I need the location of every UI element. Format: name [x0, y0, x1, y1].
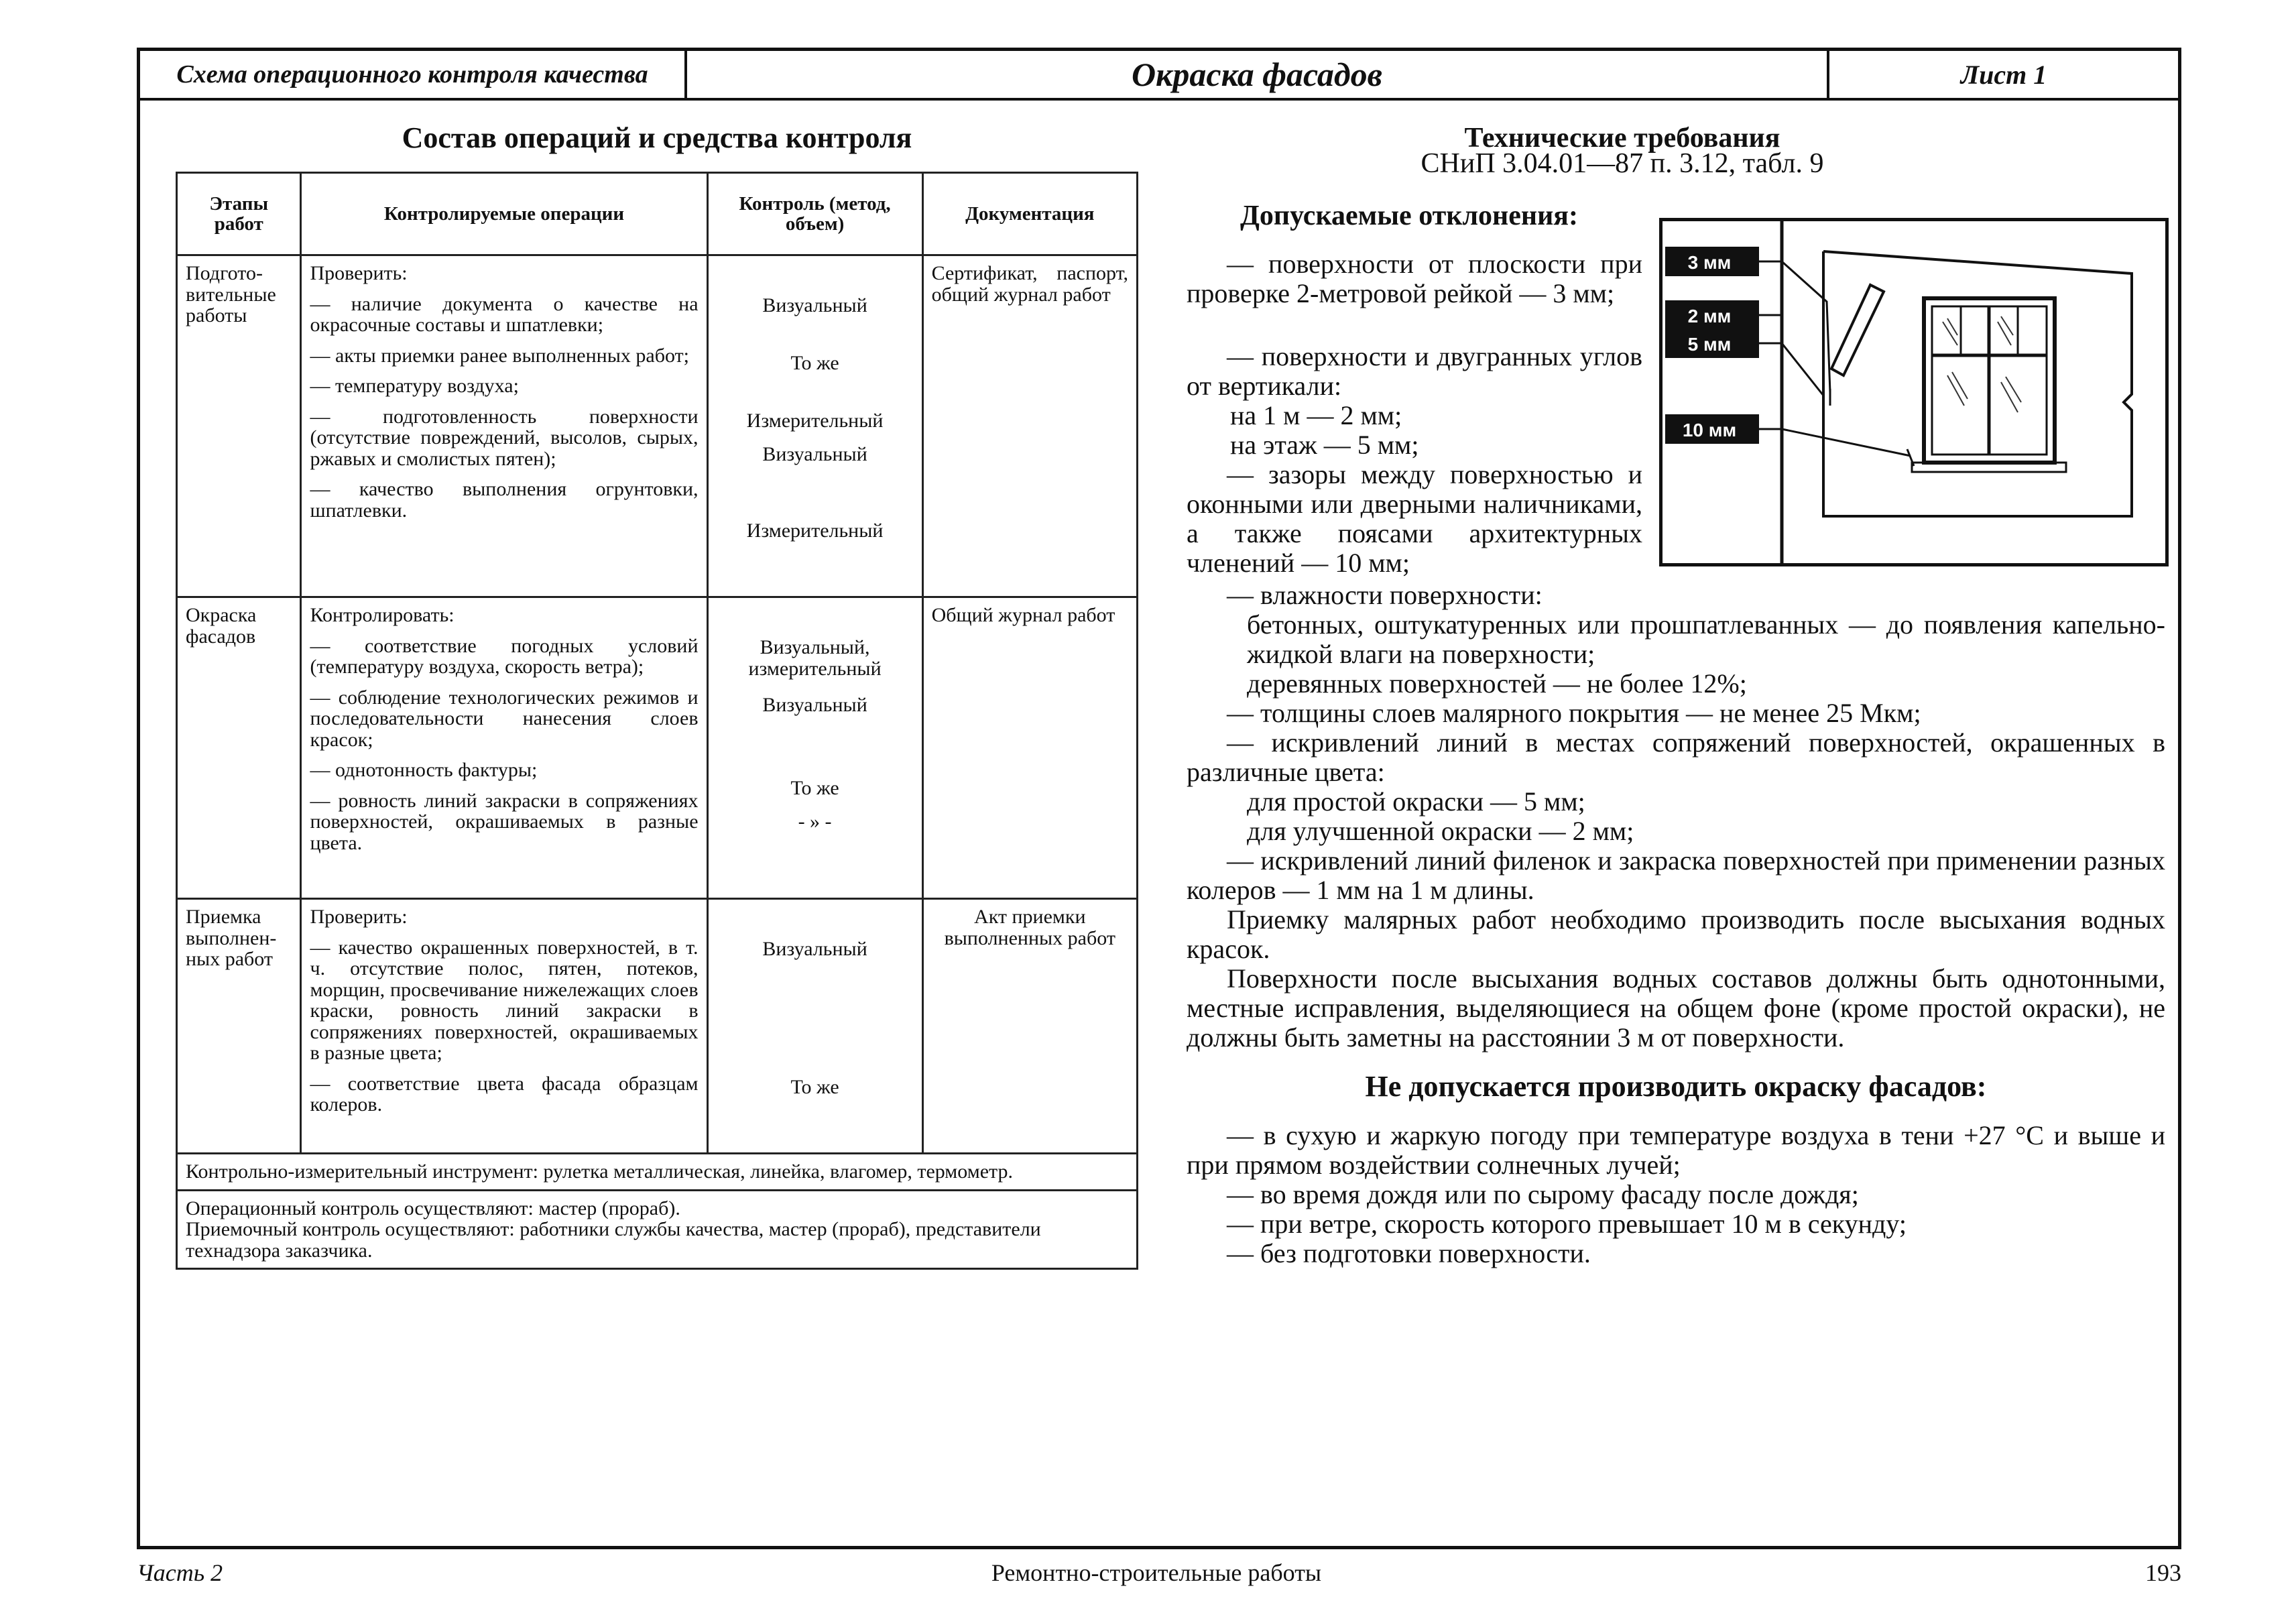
operation-item: — наличие документа о качестве на окрасочные составы и шпатлевки; [310, 292, 699, 336]
control-info-row [177, 1190, 1138, 1269]
paragraph: Поверхности после высыхания водных составов должны быть однотонными, местные исправления, выделяющиеся на общем фоне (кроме простой окраски), не должны быть заметны на расстоянии 3 м от поверхности. [1187, 963, 2165, 1053]
control-method: Визуальный [762, 694, 867, 716]
deviation-item: — поверхности от плоскости при проверке 2-метровой рейкой — 3 мм; [1187, 249, 1642, 308]
tools-row [177, 1154, 1138, 1191]
table-row [177, 255, 1138, 597]
footer-part: Часть 2 [137, 1559, 223, 1586]
operations-table [176, 172, 1138, 1270]
operations-intro: Проверить: [310, 906, 408, 928]
operation-item: — акты приемки ранее выполненных работ; [310, 344, 690, 367]
operation-item: — соблюдение технологических режимов и последовательности нанесения слоев красок; [310, 686, 699, 751]
control-method: Визуальный [762, 938, 867, 960]
control-method: Измерительный [746, 410, 884, 432]
stage-cell: Подгото-вительные работы [177, 255, 301, 597]
control-info-cell [177, 1190, 1138, 1269]
col-header-control: Контроль (метод, объем) [707, 173, 922, 255]
prohibition-item: — без подготовки поверхности. [1227, 1238, 1591, 1268]
control-method: Измерительный [746, 520, 884, 542]
documentation-text: Общий журнал работ [931, 604, 1115, 626]
operation-item: — качество окрашенных поверхностей, в т. ч. отсутствие полос, пятен, потеков, морщин, просвечивание нижележащих слоев краски, ровность линий закраски в сопряжениях поверхностей, окрашиваемых в разные цвета; [310, 936, 699, 1064]
control-cell [707, 597, 922, 899]
header-document-title: Окраска фасадов [687, 51, 1829, 98]
control-method: - » - [798, 810, 832, 833]
operations-cell [301, 597, 707, 899]
deviation-subitem: для улучшенной окраски — 2 мм; [1247, 816, 1634, 846]
deviation-subitem: для простой окраски — 5 мм; [1247, 786, 1585, 817]
table-header-row [177, 173, 1138, 255]
col-header-operations: Контролируемые операции [301, 173, 707, 255]
prohibition-item: — при ветре, скорость которого превышает 10 м в секунду; [1227, 1209, 1907, 1239]
deviation-item: — поверхности и двугранных углов от вертикали: [1187, 341, 1642, 401]
facade-diagram [1659, 218, 2169, 566]
deviations-title: Допускаемые отклонения: [1240, 200, 1578, 231]
footer-page-number: 193 [2145, 1559, 2181, 1586]
documentation-text: Сертификат, паспорт, общий журнал работ [931, 262, 1128, 306]
control-method: То же [790, 777, 839, 799]
deviation-item: — влажности поверхности: [1227, 580, 1543, 610]
operation-item: — температуру воздуха; [310, 375, 519, 397]
control-cell [707, 899, 922, 1154]
operations-intro: Контролировать: [310, 604, 455, 626]
tech-requirements-title: Технические требования [1464, 123, 1780, 154]
page-header [140, 51, 2178, 101]
operation-item: — соответствие погодных условий (температуру воздуха, скорость ветра); [310, 634, 699, 678]
table-row [177, 899, 1138, 1154]
control-method: Визуальный [762, 294, 867, 316]
documentation-cell [922, 255, 1137, 597]
dim-label-5mm: 5 мм [1687, 334, 1732, 355]
control-method: Визуальный, измерительный [748, 636, 882, 680]
table-row [177, 597, 1138, 899]
deviation-subitem: на этаж — 5 мм; [1230, 430, 1419, 460]
documentation-text: Акт приемки выполненных работ [944, 906, 1115, 949]
dim-label-2mm: 2 мм [1687, 306, 1732, 326]
tech-requirements-subtitle: СНиП 3.04.01—87 п. 3.12, табл. 9 [1421, 148, 1824, 179]
control-cell [707, 255, 922, 597]
header-sheet-number: Лист 1 [1960, 59, 2047, 90]
prohibition-item: — во время дождя или по сырому фасаду после дождя; [1227, 1179, 1859, 1209]
operation-item: — соответствие цвета фасада образцам колеров. [310, 1072, 699, 1116]
deviation-subitem: на 1 м — 2 мм; [1230, 400, 1402, 430]
operations-section-title: Состав операций и средства контроля [402, 121, 912, 154]
stage-cell: Окраска фасадов [177, 597, 301, 899]
control-method: То же [790, 1076, 839, 1098]
operational-control-text: Операционный контроль осуществляют: мастер (прораб). [186, 1197, 680, 1219]
facade-diagram-drawing [1663, 221, 2165, 563]
prohibition-item: — в сухую и жаркую погоду при температуре воздуха в тени +27 °С и выше и при прямом воздействии солнечных лучей; [1187, 1120, 2165, 1180]
control-method: Визуальный [762, 443, 867, 465]
dim-label-10mm: 10 мм [1682, 420, 1737, 440]
documentation-cell [922, 899, 1137, 1154]
deviation-subitem: деревянных поверхностей — не более 12%; [1247, 668, 1747, 699]
deviation-subitem: бетонных, оштукатуренных или прошпатлеванных — до появления капельно-жидкой влаги на поверхности; [1247, 609, 2165, 669]
dim-label-3mm: 3 мм [1687, 252, 1732, 273]
acceptance-control-text: Приемочный контроль осуществляют: работники службы качества, мастер (прораб), представители технадзора заказчика. [186, 1218, 1041, 1262]
operation-item: — ровность линий закраски в сопряжениях поверхностей, окрашиваемых в разные цвета. [310, 789, 699, 854]
deviation-item: — искривлений линий в местах сопряжений поверхностей, окрашенных в различные цвета: [1187, 727, 2165, 787]
operation-item: — подготовленность поверхности (отсутствие повреждений, высолов, сырых, ржавых и смолистых пятен); [310, 405, 699, 470]
col-header-stage: Этапы работ [177, 173, 301, 255]
deviation-item: — искривлений линий филенок и закраска поверхностей при применении разных колеров — 1 мм на 1 м длины. [1187, 845, 2165, 905]
operations-intro: Проверить: [310, 262, 408, 284]
documentation-cell [922, 597, 1137, 899]
control-method: То же [790, 352, 839, 374]
footer-book-title: Ремонтно-строительные работы [991, 1559, 1322, 1586]
prohibitions-title: Не допускается производить окраску фасадов: [1365, 1070, 1987, 1103]
operations-cell [301, 899, 707, 1154]
deviation-item: — толщины слоев малярного покрытия — не менее 25 Мкм; [1227, 698, 1921, 728]
operation-item: — однотонность фактуры; [310, 759, 538, 781]
operation-item: — качество выполнения огрунтовки, шпатлевки. [310, 478, 699, 522]
paragraph: Приемку малярных работ необходимо производить после высыхания водных красок. [1187, 904, 2165, 964]
col-header-docs: Документация [922, 173, 1137, 255]
tools-cell: Контрольно-измерительный инструмент: рулетка металлическая, линейка, влагомер, термометр. [177, 1154, 1138, 1191]
stage-cell: Приемка выполнен-ных работ [177, 899, 301, 1154]
header-scheme-title: Схема операционного контроля качества [140, 51, 687, 98]
operations-cell [301, 255, 707, 597]
deviation-item: — зазоры между поверхностью и оконными или дверными наличниками, а также поясами архитектурных членений — 10 мм; [1187, 459, 1642, 578]
